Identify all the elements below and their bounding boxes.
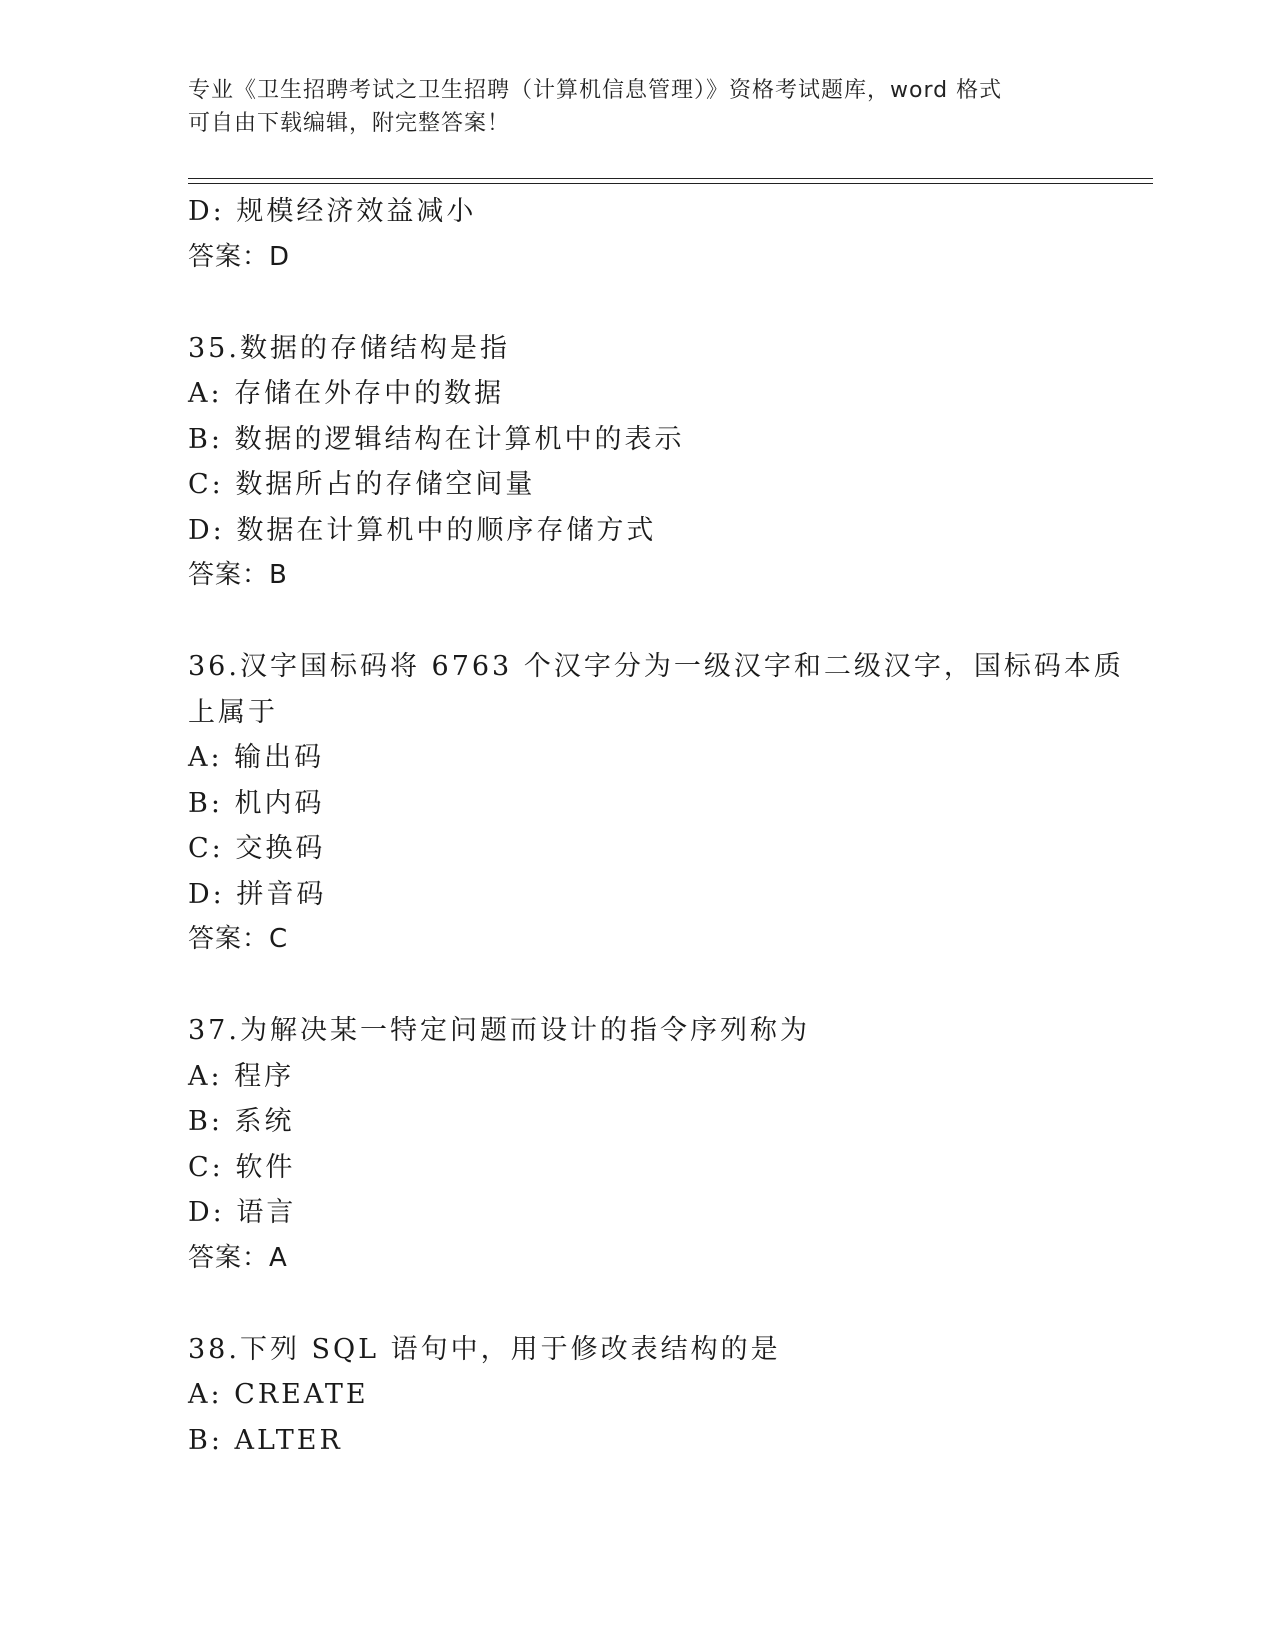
question-36 bbox=[188, 644, 1124, 963]
option-a: A: CREATE bbox=[188, 1379, 369, 1410]
answer-line: 答案：A bbox=[188, 1242, 288, 1273]
header-title-line-1: 专业《卫生招聘考试之卫生招聘（计算机信息管理）》资格考试题库，word 格式 bbox=[188, 78, 1003, 103]
spacer bbox=[188, 963, 1088, 1009]
question-stem-continued: 上属于 bbox=[188, 696, 278, 728]
answer-line: 答案：D bbox=[188, 241, 291, 272]
question-list bbox=[188, 189, 1124, 1463]
option-d: D: 数据在计算机中的顺序存储方式 bbox=[188, 514, 657, 546]
option-b: B: ALTER bbox=[188, 1424, 343, 1456]
question-stem: 35.数据的存储结构是指 bbox=[188, 332, 510, 364]
spacer bbox=[188, 599, 1088, 645]
option-a: A: 程序 bbox=[188, 1060, 295, 1092]
header-title-line-2: 可自由下载编辑，附完整答案！ bbox=[188, 111, 511, 136]
question-37 bbox=[188, 1008, 1088, 1281]
question-stem: 37.为解决某一特定问题而设计的指令序列称为 bbox=[188, 1015, 810, 1046]
spacer bbox=[188, 280, 1088, 326]
header-divider-bottom bbox=[188, 183, 1153, 184]
option-a: A: 存储在外存中的数据 bbox=[188, 378, 505, 409]
previous-question-tail bbox=[188, 189, 1088, 280]
option-c: C: 交换码 bbox=[188, 833, 326, 864]
spacer bbox=[188, 1281, 1088, 1327]
option-a: A: 输出码 bbox=[188, 742, 325, 773]
option-b: B: 数据的逻辑结构在计算机中的表示 bbox=[188, 423, 685, 455]
option-b: B: 系统 bbox=[188, 1106, 295, 1137]
answer-line: 答案：B bbox=[188, 560, 288, 590]
question-stem: 36.汉字国标码将 6763 个汉字分为一级汉字和二级汉字，国标码本质 bbox=[188, 651, 1124, 682]
option-b: B: 机内码 bbox=[188, 787, 325, 819]
option-c: C: 数据所占的存储空间量 bbox=[188, 469, 536, 500]
option-c: C: 软件 bbox=[188, 1151, 296, 1183]
header-divider-top bbox=[188, 178, 1153, 179]
question-35 bbox=[188, 326, 1088, 599]
option-d: D: 规模经济效益减小 bbox=[188, 196, 477, 227]
option-d: D: 语言 bbox=[188, 1197, 297, 1228]
answer-line: 答案：C bbox=[188, 924, 289, 954]
option-d: D: 拼音码 bbox=[188, 878, 327, 910]
question-stem: 38.下列 SQL 语句中，用于修改表结构的是 bbox=[188, 1333, 781, 1365]
page-header bbox=[188, 74, 1088, 140]
question-38 bbox=[188, 1327, 1088, 1464]
